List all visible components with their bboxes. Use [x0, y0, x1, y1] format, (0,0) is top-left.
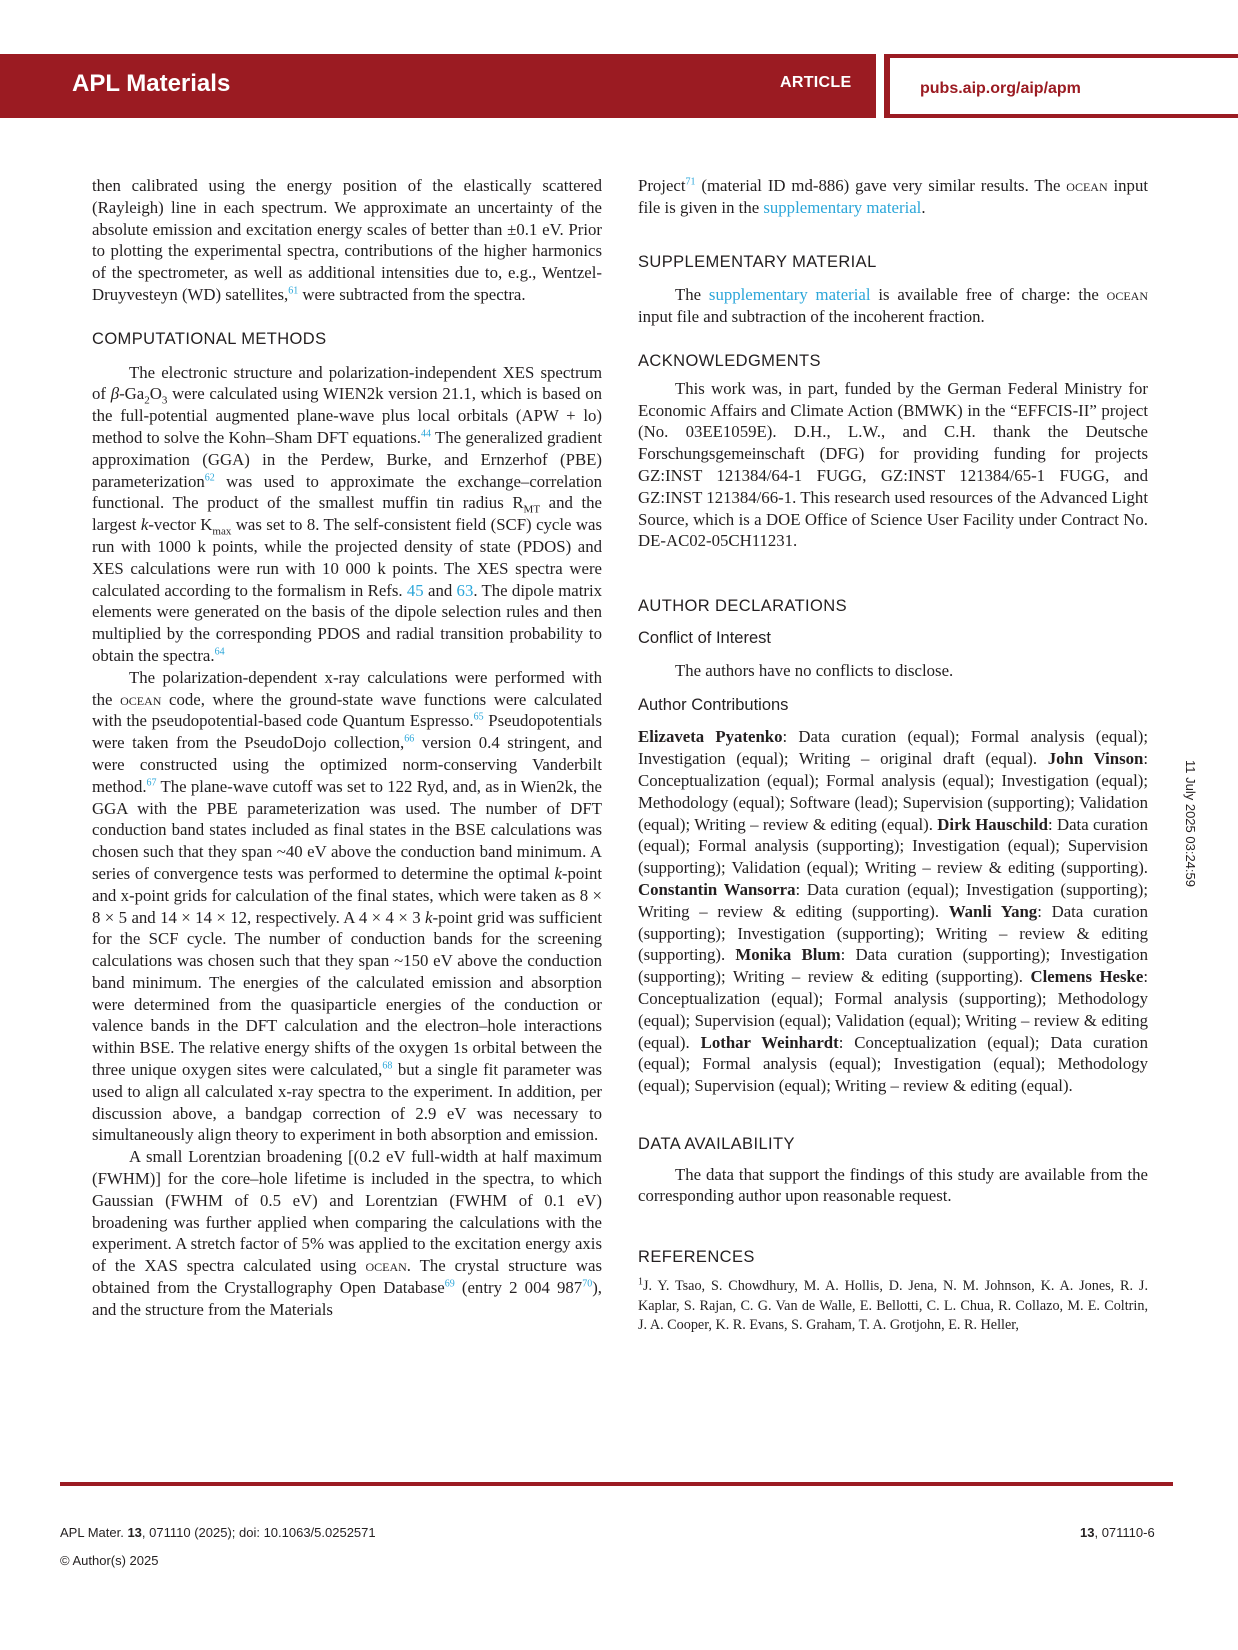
footer-citation: APL Mater. 13, 071110 (2025); doi: 10.1063/5.0252571: [60, 1525, 376, 1540]
paragraph-acknowledgments: This work was, in part, funded by the German Federal Ministry for Economic Affairs and Climate Action (BMWK) in the “EFFCIS-II” project (No. 03EE1059E). D.H., L.W., and C.H. thank the Deutsche Forschungsgemeinschaft (DFG) for providing funding for projects GZ:INST 121384/64-1 FUGG, GZ:INST 121384/65-1 FUGG, and GZ:INST 121384/66-1. This research used resources of the Advanced Light Source, which is a DOE Office of Science User Facility under Contract No. DE-AC02-05CH11231.: [638, 378, 1148, 551]
header-banner: [0, 54, 876, 118]
paragraph-data-availability: The data that support the findings of this study are available from the corresponding author upon reasonable request.: [638, 1164, 1148, 1206]
paragraph-materials-project: Project$^{71}$ (material ID md-886) gave very similar results. The ocean input file is given in the supplementary material.: [638, 176, 1149, 217]
citation-link[interactable]: 69: [444, 1278, 455, 1290]
subsection-heading-conflict-of-interest: Conflict of Interest: [638, 628, 771, 647]
citation-link[interactable]: 68: [382, 1060, 393, 1072]
supplementary-material-link[interactable]: supplementary material: [708, 285, 871, 305]
section-heading-computational-methods: COMPUTATIONAL METHODS: [92, 329, 327, 348]
download-timestamp: 11 July 2025 03:24:59: [1183, 760, 1198, 887]
author-name: Monika Blum: [735, 945, 841, 965]
citation-link[interactable]: 45: [406, 580, 424, 600]
citation-link[interactable]: 62: [204, 471, 215, 483]
citation-link[interactable]: 67: [146, 777, 157, 789]
paragraph-conflict-of-interest: The authors have no conflicts to disclose.: [675, 660, 954, 680]
journal-title[interactable]: APL Materials: [72, 70, 231, 97]
author-name: Lothar Weinhardt: [700, 1032, 839, 1052]
author-name: Dirk Hauschild: [937, 814, 1048, 834]
paragraph-calibration: then calibrated using the energy position of the elastically scattered (Rayleigh) line in each spectrum. We approximate an uncertainty of the absolute emission and excitation energy scales of better than ±0.1 eV. Prior to plotting the experimental spectra, contributions of the higher harmonics of the spectrometer, as well as additional intensities due to, e.g., Wentzel-Druyvesteyn (WD) satellites,$^{61}$ were subtracted from the spectra.: [92, 176, 602, 304]
citation-link[interactable]: 66: [404, 733, 415, 745]
section-heading-references: REFERENCES: [638, 1248, 755, 1267]
paragraph-supplementary: The supplementary material is available free of charge: the ocean input file and subtraction of the incoherent fraction.: [638, 285, 1148, 327]
citation-link[interactable]: 65: [473, 711, 484, 723]
author-name: Constantin Wansorra: [638, 879, 796, 899]
author-name: Wanli Yang: [948, 901, 1038, 921]
paragraph-broadening: A small Lorentzian broadening [(0.2 eV full-width at half maximum (FWHM)] for the core–hole lifetime is included in the spectra, to which Gaussian (FWHM of 0.5 eV) and Lorentzian (FWHM of 0.1 eV) broadening was further applied when comparing the calculations with the experiment. A stretch factor of 5% was applied to the excitation energy axis of the XAS spectra calculated using ocean. The crystal structure was obtained from the Crystallography Open Database$^{69}$ (entry 2 004 $987^{70}$), and the structure from the Materials: [92, 1147, 602, 1319]
footer-copyright: © Author(s) 2025: [60, 1553, 159, 1568]
citation-link[interactable]: 71: [685, 176, 696, 188]
header-url-box: [884, 54, 1238, 118]
left-column: [92, 175, 602, 1321]
reference-entry: $^1$J. Y. Tsao, S. Chowdhury, M. A. Hollis, D. Jena, N. M. Johnson, K. A. Jones, R. J. Kaplar, S. Rajan, C. G. Van de Walle, E. Bellotti, C. L. Chua, R. Collazo, M. E. Coltrin, J. A. Cooper, K. R. Evans, S. Graham, T. A. Grotjohn, E. R. Heller,: [638, 1276, 1148, 1334]
paragraph-author-contributions: Elizaveta Pyatenko: Data curation (equal); Formal analysis (equal); Investigation (equal); Writing – original draft (equal). John Vinson: Conceptualization (equal); Formal analysis (equal); Investigation (equal); Methodology (equal); Software (lead); Supervision (supporting); Validation (equal); Writing – review & editing (equal). Dirk Hauschild: Data curation (equal); Formal analysis (supporting); Investigation (equal); Supervision (supporting); Validation (equal); Writing – review & editing (supporting). Constantin Wansorra: Data curation (equal); Investigation (supporting); Writing – review & editing (supporting). Wanli Yang: Data curation (supporting); Investigation (supporting); Writing – review & editing (supporting). Monika Blum: Data curation (supporting); Investigation (supporting); Writing – review & editing (supporting). Clemens Heske: Conceptualization (equal); Formal analysis (supporting); Methodology (equal); Supervision (equal); Validation (equal); Writing – review & editing (equal). Lothar Weinhardt: Conceptualization (equal); Data curation (equal); Formal analysis (equal); Investigation (equal); Methodology (equal); Supervision (equal); Writing – review & editing (equal).: [638, 727, 1148, 1096]
section-heading-data-availability: DATA AVAILABILITY: [638, 1134, 795, 1153]
section-heading-acknowledgments: ACKNOWLEDGMENTS: [638, 351, 821, 370]
citation-link[interactable]: 63: [456, 580, 474, 600]
article-type-label: ARTICLE: [780, 74, 852, 91]
journal-url-link[interactable]: pubs.aip.org/aip/apm: [920, 80, 1081, 97]
citation-link[interactable]: 61: [288, 285, 299, 297]
section-heading-author-declarations: AUTHOR DECLARATIONS: [638, 597, 847, 616]
author-name: Elizaveta Pyatenko: [638, 727, 783, 747]
subsection-heading-author-contributions: Author Contributions: [638, 695, 789, 714]
paragraph-wien2k: The electronic structure and polarization-independent XES spectrum of $\beta-Ga_2O_3$ were calculated using WIEN2k version 21.1, which is based on the full-potential augmented plane-wave plus local orbitals (APW + lo) method to solve the Kohn–Sham DFT equations.$^{44}$ The generalized gradient approximation (GGA) in the Perdew, Burke, and Ernzerhof (PBE) parameterization$^{62}$ was used to approximate the exchange–correlation functional. The product of the smallest muffin tin radius $R_{MT}$ and the largest k-vector $K_{max}$ was set to 8. The self-consistent field (SCF) cycle was run with 1000 k points, while the projected density of state (PDOS) and XES calculations were run with 10 000 k points. The XES spectra were calculated according to the formalism in Refs. 45 and 63. The dipole matrix elements were generated on the basis of the dipole selection rules and then multiplied by the corresponding PDOS and radial transition probability to obtain the spectra.$^{64}$: [92, 362, 602, 665]
author-name: John Vinson: [1047, 749, 1144, 769]
paragraph-ocean: The polarization-dependent x-ray calculations were performed with the ocean code, where the ground-state wave functions were calculated with the pseudopotential-based code Quantum Espresso.$^{65}$ Pseudopotentials were taken from the PseudoDojo collection,$^{66}$ version 0.4 stringent, and were constructed using the optimized norm-conserving Vanderbilt method.$^{67}$ The plane-wave cutoff was set to 122 Ryd, and, as in Wien2k, the GGA with the PBE parameterization was used. The number of DFT conduction band states included as final states in the BSE calculations was chosen such that they span ~40 eV above the conduction band minimum. A series of convergence tests was performed to determine the optimal k-point and x-point grids for calculation of the final states, which were taken as 8 × 8 × 5 and 14 × 14 × 12, respectively. A 4 × 4 × 3 k-point grid was sufficient for the SCF cycle. The number of conduction bands for the screening calculations was chosen such that they span ~150 eV above the conduction band minimum. The energies of the calculated emission and absorption were determined from the quasiparticle energies of the conduction or valence bands in the DFT calculation and the electron–hole interactions within BSE. The relative energy shifts of the oxygen 1s orbital between the three unique oxygen sites were calculated,$^{68}$ but a single fit parameter was used to align all calculated x-ray spectra to the experiment. In addition, per discussion above, a bandgap correction of 2.9 eV was necessary to simultaneously align theory to experiment in both absorption and emission.: [92, 667, 602, 1145]
citation-link[interactable]: 70: [582, 1278, 593, 1290]
author-name: Clemens Heske: [1030, 967, 1144, 987]
citation-link[interactable]: 44: [420, 428, 431, 440]
section-heading-supplementary-material: SUPPLEMENTARY MATERIAL: [638, 252, 877, 271]
supplementary-material-link[interactable]: supplementary material: [763, 197, 922, 217]
footer-page-number: 13, 071110-6: [1080, 1525, 1155, 1540]
footer-rule: [60, 1482, 1173, 1486]
right-column: [638, 175, 1148, 1336]
citation-link[interactable]: 64: [214, 646, 225, 658]
